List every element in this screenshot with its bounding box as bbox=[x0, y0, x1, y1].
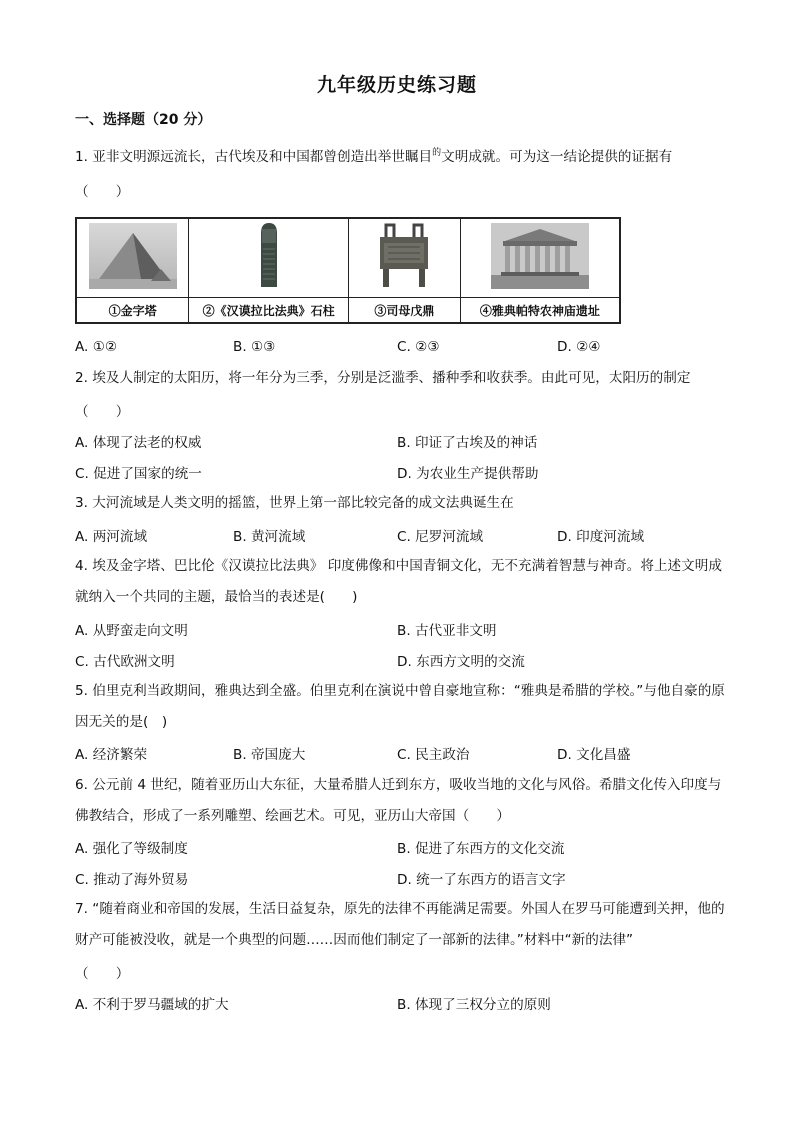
question-1-image-table bbox=[75, 217, 621, 324]
q1-option-d[interactable]: D. ②④ bbox=[557, 339, 601, 355]
page-title: 九年级历史练习题 bbox=[316, 74, 477, 96]
question-7-paren: （ ） bbox=[75, 966, 130, 982]
q2-option-d[interactable]: D. 为农业生产提供帮助 bbox=[397, 466, 539, 482]
q2-option-a[interactable]: A. 体现了法老的权威 bbox=[75, 435, 202, 451]
q2-option-c[interactable]: C. 促进了国家的统一 bbox=[75, 466, 202, 482]
ding-cell bbox=[349, 218, 461, 298]
q4-option-a[interactable]: A. 从野蛮走向文明 bbox=[75, 623, 188, 639]
question-2: 2. 埃及人制定的太阳历，将一年分为三季，分别是泛滥季、播种季和收获季。由此可见，太阳历的制定 bbox=[75, 370, 691, 386]
q3-option-c[interactable]: C. 尼罗河流域 bbox=[397, 529, 484, 545]
hammurabi-stele-image bbox=[249, 221, 289, 291]
question-1-text-b: 文明成就。可为这一结论提供的证据有 bbox=[441, 149, 673, 165]
stele-cell bbox=[189, 218, 349, 298]
question-1-paren: （ ） bbox=[75, 184, 130, 200]
parthenon-cell bbox=[460, 218, 620, 298]
q5-option-c[interactable]: C. 民主政治 bbox=[397, 747, 470, 763]
q6-option-c[interactable]: C. 推动了海外贸易 bbox=[75, 872, 189, 888]
question-6: 6. 公元前 4 世纪，随着亚历山大东征，大量希腊人迁到东方，吸收当地的文化与风俗。希腊文化传入印度与佛教结合，形成了一系列雕塑、绘画艺术。可见，亚历山大帝国（ ） bbox=[75, 777, 722, 824]
caption-stele: ②《汉谟拉比法典》石柱 bbox=[189, 298, 349, 324]
caption-pyramid: ①金字塔 bbox=[76, 298, 189, 324]
q1-option-c[interactable]: C. ②③ bbox=[397, 339, 440, 355]
q3-option-d[interactable]: D. 印度河流域 bbox=[557, 529, 645, 545]
q6-option-b[interactable]: B. 促进了东西方的文化交流 bbox=[397, 841, 565, 857]
question-1-superscript: 的 bbox=[432, 148, 442, 158]
q5-option-b[interactable]: B. 帝国庞大 bbox=[233, 747, 306, 763]
question-5: 5. 伯里克利当政期间，雅典达到全盛。伯里克利在演说中曾自豪地宣称：“雅典是希腊的学校。”与他自豪的原因无关的是( ) bbox=[75, 683, 725, 730]
question-3: 3. 大河流域是人类文明的摇篮，世界上第一部比较完备的成文法典诞生在 bbox=[75, 495, 514, 511]
question-7: 7. “随着商业和帝国的发展，生活日益复杂，原先的法律不再能满足需要。外国人在罗马可能遭到关押，他的财产可能被没收，就是一个典型的问题……因而他们制定了一部新的法律。”材料中“新的法律” bbox=[75, 901, 725, 948]
q6-option-a[interactable]: A. 强化了等级制度 bbox=[75, 841, 188, 857]
q7-option-a[interactable]: A. 不利于罗马疆域的扩大 bbox=[75, 997, 229, 1013]
q3-option-b[interactable]: B. 黄河流域 bbox=[233, 529, 306, 545]
section-heading: 一、选择题（20 分） bbox=[75, 112, 212, 128]
parthenon-image bbox=[491, 223, 589, 289]
question-2-paren: （ ） bbox=[75, 404, 130, 420]
q7-option-b[interactable]: B. 体现了三权分立的原则 bbox=[397, 997, 551, 1013]
caption-parthenon: ④雅典帕特农神庙遗址 bbox=[460, 298, 620, 324]
q5-option-d[interactable]: D. 文化昌盛 bbox=[557, 747, 631, 763]
q1-option-a[interactable]: A. ①② bbox=[75, 339, 118, 355]
q3-option-a[interactable]: A. 两河流域 bbox=[75, 529, 148, 545]
q4-option-b[interactable]: B. 古代亚非文明 bbox=[397, 623, 497, 639]
q6-option-d[interactable]: D. 统一了东西方的语言文字 bbox=[397, 872, 566, 888]
pyramid-image bbox=[89, 223, 177, 289]
question-4: 4. 埃及金字塔、巴比伦《汉谟拉比法典》 印度佛像和中国青铜文化，无不充满着智慧与神奇。将上述文明成就纳入一个共同的主题，最恰当的表述是( ) bbox=[75, 558, 722, 605]
q5-option-a[interactable]: A. 经济繁荣 bbox=[75, 747, 148, 763]
pyramid-cell bbox=[76, 218, 189, 298]
q1-option-b[interactable]: B. ①③ bbox=[233, 339, 276, 355]
q4-option-c[interactable]: C. 古代欧洲文明 bbox=[75, 654, 175, 670]
q4-option-d[interactable]: D. 东西方文明的交流 bbox=[397, 654, 525, 670]
caption-ding: ③司母戊鼎 bbox=[349, 298, 461, 324]
q2-option-b[interactable]: B. 印证了古埃及的神话 bbox=[397, 435, 538, 451]
question-1-text-a: 1. 亚非文明源远流长，古代埃及和中国都曾创造出举世瞩目 bbox=[75, 149, 433, 165]
simuwu-ding-image bbox=[372, 223, 436, 289]
question-1 bbox=[75, 142, 725, 175]
